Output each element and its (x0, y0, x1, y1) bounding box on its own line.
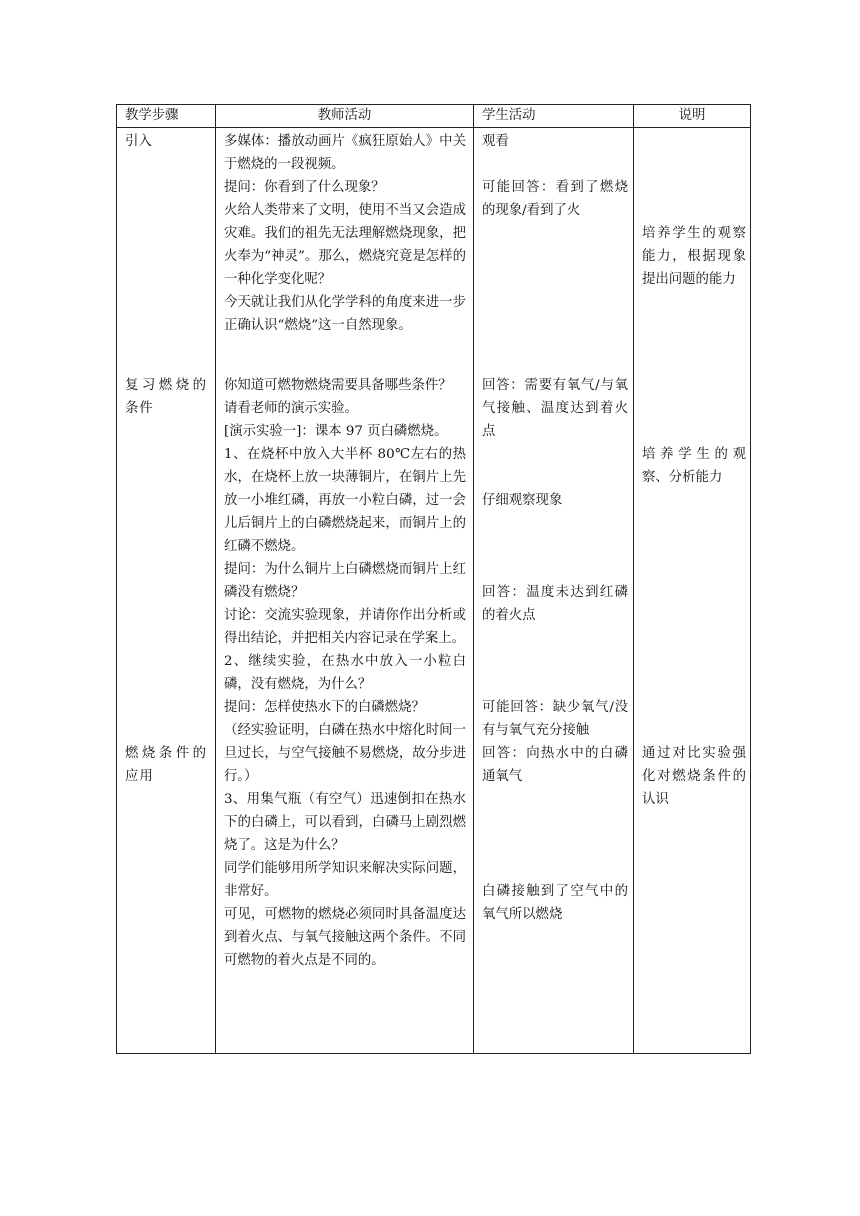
student-text: 观看 (482, 134, 509, 149)
teacher-text: [演示实验一]：课本 97 页白磷燃烧。 (224, 424, 448, 439)
teacher-text: 提问：怎样使热水下的白磷燃烧？ (224, 700, 425, 715)
student-text: 回答：需要有氧气/与氧气接触、温度达到着火点 (482, 378, 628, 439)
note-text: 培养学生的观察、分析能力 (642, 447, 746, 485)
student-text: 仔细观察现象 (482, 493, 563, 508)
teacher-text: 提问：为什么铜片上白磷燃烧而铜片上红磷没有燃烧？ (224, 562, 466, 600)
student-text: 回答：向热水中的白磷通氧气 (482, 746, 628, 784)
step-apply-conditions: 燃烧条件的应用 (125, 746, 207, 784)
notes-column (634, 128, 751, 1054)
teacher-text: 多媒体：播放动画片《疯狂原始人》中关于燃烧的一段视频。 (224, 134, 466, 172)
note-text: 培养学生的观察能力，根据现象提出问题的能力 (642, 226, 746, 287)
teacher-text: 可见，可燃物的燃烧必须同时具备温度达到着火点、与氧气接触这两个条件。不同可燃物的着火点是不同的。 (224, 907, 466, 968)
student-text: 可能回答：看到了燃烧的现象/看到了火 (482, 180, 628, 218)
header-notes: 说明 (634, 105, 751, 128)
lesson-plan-table (116, 104, 751, 1054)
student-text: 白磷接触到了空气中的氧气所以燃烧 (482, 884, 628, 922)
teacher-main-block (224, 374, 466, 972)
teacher-text: （经实验证明，白磷在热水中熔化时间一旦过长，与空气接触不易燃烧，故分步进行。） (224, 723, 466, 784)
student-activity-column (474, 128, 634, 1054)
teacher-text: 你知道可燃物燃烧需要具备哪些条件？ (224, 378, 452, 393)
steps-column (117, 128, 216, 1054)
teacher-text: 今天就让我们从化学学科的角度来进一步正确认识“燃烧”这一自然现象。 (224, 295, 466, 333)
teacher-text: 2、继续实验，在热水中放入一小粒白磷，没有燃烧，为什么？ (224, 654, 466, 692)
teacher-text: 3、用集气瓶（有空气）迅速倒扣在热水下的白磷上，可以看到，白磷马上剧烈燃烧了。这是为什么？ (224, 792, 466, 853)
table-header-row (117, 105, 751, 128)
teacher-text: 请看老师的演示实验。 (224, 401, 358, 416)
teacher-text: 1、在烧杯中放入大半杯 80℃左右的热水，在烧杯上放一块薄铜片，在铜片上先放一小堆红磷，再放一小粒白磷，过一会儿后铜片上的白磷燃烧起来，而铜片上的红磷不燃烧。 (224, 447, 466, 554)
teacher-text: 同学们能够用所学知识来解决实际问题，非常好。 (224, 861, 466, 899)
student-text: 可能回答：缺少氧气/没有与氧气充分接触 (482, 700, 628, 738)
step-intro: 引入 (125, 134, 152, 149)
teacher-text: 提问：你看到了什么现象？ (224, 180, 385, 195)
student-text: 回答：温度未达到红磷的着火点 (482, 585, 628, 623)
teacher-text: 火给人类带来了文明，使用不当又会造成灾难。我们的祖先无法理解燃烧现象，把火奉为“神灵”。那么，燃烧究竟是怎样的一种化学变化呢？ (224, 203, 466, 287)
header-student-activity: 学生活动 (474, 105, 634, 128)
header-teaching-steps: 教学步骤 (117, 105, 216, 128)
note-text: 通过对比实验强化对燃烧条件的认识 (642, 746, 746, 807)
header-teacher-activity: 教师活动 (216, 105, 474, 128)
teacher-intro-block (224, 130, 466, 337)
teacher-text: 讨论：交流实验现象，并请你作出分析或得出结论，并把相关内容记录在学案上。 (224, 608, 466, 646)
teacher-activity-column (216, 128, 474, 1054)
table-body-row (117, 128, 751, 1054)
step-review-conditions: 复习燃烧的条件 (125, 378, 207, 416)
